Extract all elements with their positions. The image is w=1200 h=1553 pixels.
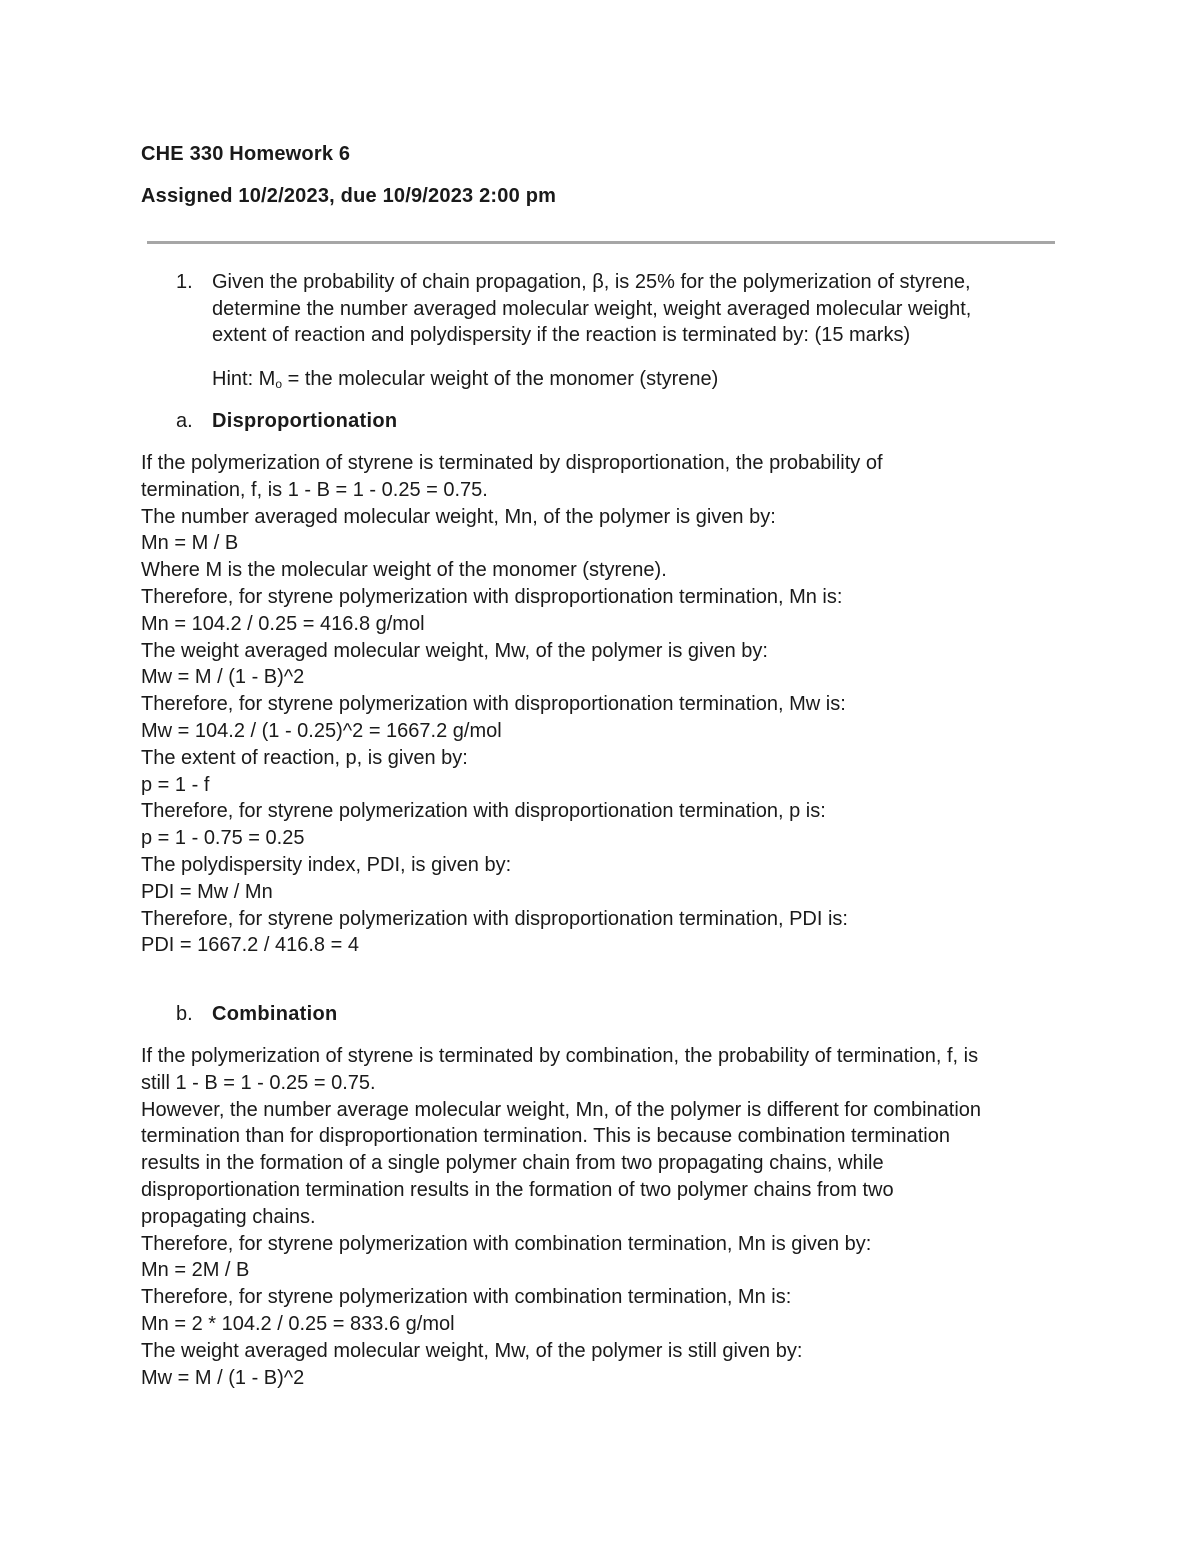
hint-prefix: Hint: M <box>212 368 276 390</box>
body-line: However, the number average molecular weight, Mn, of the polymer is different for combination <box>141 1098 982 1121</box>
body-line: propagating chains. <box>141 1205 316 1228</box>
question-text <box>212 269 1056 349</box>
body-line: PDI = 1667.2 / 416.8 = 4 <box>141 934 359 957</box>
hint-suffix: = the molecular weight of the monomer (styrene) <box>282 368 719 390</box>
body-line: The extent of reaction, p, is given by: <box>141 746 468 769</box>
section-title: Disproportionation <box>212 410 398 432</box>
body-line: Mw = M / (1 - B)^2 <box>141 666 305 689</box>
section-title: Combination <box>212 1003 338 1025</box>
section-a-body <box>141 450 1056 959</box>
body-line: The weight averaged molecular weight, Mw, of the polymer is still given by: <box>141 1339 803 1362</box>
body-line: Mw = M / (1 - B)^2 <box>141 1366 305 1389</box>
question-line: determine the number averaged molecular weight, weight averaged molecular weight, <box>212 297 972 320</box>
body-line: Therefore, for styrene polymerization with combination termination, Mn is given by: <box>141 1232 872 1255</box>
body-line: Mw = 104.2 / (1 - 0.25)^2 = 1667.2 g/mol <box>141 719 502 742</box>
hint-subscript: o <box>275 377 283 391</box>
body-line: still 1 - B = 1 - 0.25 = 0.75. <box>141 1071 376 1094</box>
hint-text <box>212 366 718 397</box>
section-letter: a. <box>176 410 193 432</box>
body-line: p = 1 - f <box>141 773 210 796</box>
body-line: Mn = M / B <box>141 532 239 555</box>
body-line: The number averaged molecular weight, Mn, of the polymer is given by: <box>141 505 776 528</box>
section-letter: b. <box>176 1003 193 1025</box>
horizontal-divider <box>147 241 1055 244</box>
body-line: The polydispersity index, PDI, is given by: <box>141 853 512 876</box>
body-line: disproportionation termination results in the formation of two polymer chains from two <box>141 1178 894 1201</box>
section-a-heading <box>176 408 397 434</box>
body-line: Mn = 104.2 / 0.25 = 416.8 g/mol <box>141 612 425 635</box>
body-line: The weight averaged molecular weight, Mw, of the polymer is given by: <box>141 639 768 662</box>
body-line: Therefore, for styrene polymerization with disproportionation termination, Mn is: <box>141 585 843 608</box>
section-b-heading <box>176 1001 338 1027</box>
body-line: PDI = Mw / Mn <box>141 880 273 903</box>
body-line: Mn = 2M / B <box>141 1259 250 1282</box>
body-line: termination, f, is 1 - B = 1 - 0.25 = 0.75. <box>141 478 488 501</box>
section-b-body <box>141 1043 1056 1391</box>
body-line: p = 1 - 0.75 = 0.25 <box>141 827 305 850</box>
body-line: If the polymerization of styrene is terminated by combination, the probability of termination, f, is <box>141 1045 979 1067</box>
body-line: Where M is the molecular weight of the monomer (styrene). <box>141 559 667 582</box>
body-line: Therefore, for styrene polymerization with disproportionation termination, Mw is: <box>141 693 846 716</box>
body-line: termination than for disproportionation termination. This is because combination termination <box>141 1125 950 1148</box>
body-line: Therefore, for styrene polymerization with disproportionation termination, p is: <box>141 800 826 823</box>
assignment-dates: Assigned 10/2/2023, due 10/9/2023 2:00 pm <box>141 185 557 207</box>
body-line: results in the formation of a single polymer chain from two propagating chains, while <box>141 1152 884 1175</box>
question-number: 1. <box>176 271 193 293</box>
body-line: If the polymerization of styrene is terminated by disproportionation, the probability of <box>141 452 883 474</box>
document-title: CHE 330 Homework 6 <box>141 143 351 165</box>
question-line: extent of reaction and polydispersity if the reaction is terminated by: (15 marks) <box>212 324 911 346</box>
body-line: Mn = 2 * 104.2 / 0.25 = 833.6 g/mol <box>141 1312 455 1335</box>
question-line: Given the probability of chain propagation, β, is 25% for the polymerization of styrene, <box>212 271 971 293</box>
body-line: Therefore, for styrene polymerization with disproportionation termination, PDI is: <box>141 907 848 930</box>
body-line: Therefore, for styrene polymerization with combination termination, Mn is: <box>141 1286 792 1309</box>
